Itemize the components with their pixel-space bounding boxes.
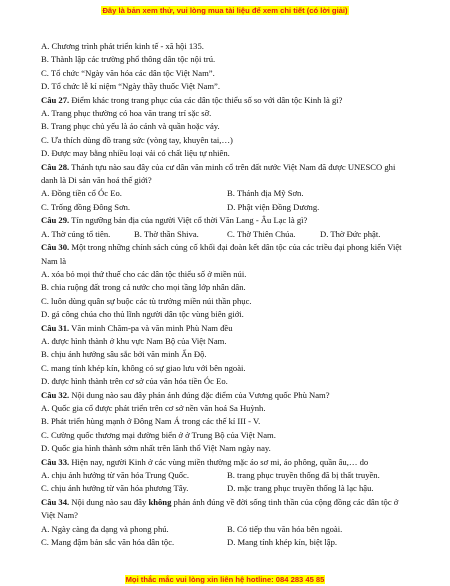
options-row xyxy=(41,523,413,536)
question-28 xyxy=(41,161,413,188)
options-row xyxy=(41,482,413,495)
options-row xyxy=(41,201,413,214)
option-d: D. được hình thành trên cơ sở của văn hóa tiền Óc Eo. xyxy=(41,376,228,387)
option-c: C. Ưa thích dùng đồ trang sức (vòng tay, khuyên tai,…) xyxy=(41,134,233,145)
options-row xyxy=(41,187,413,200)
option-d: D. Tổ chức lễ kỉ niệm “Ngày thầy thuốc Việt Nam”. xyxy=(41,81,220,92)
options-row xyxy=(41,469,413,482)
question-text: Văn minh Chăm-pa và văn minh Phù Nam đều xyxy=(69,322,233,333)
option-b: B. Có tiếp thu văn hóa bên ngoài. xyxy=(227,523,343,534)
option-d: D. Được may bằng nhiều loại vải có chất liệu tự nhiên. xyxy=(41,148,230,159)
question-list xyxy=(41,40,413,549)
question-label: Câu 28. xyxy=(41,161,70,172)
option-d: D. Phật viện Đồng Dương. xyxy=(227,201,320,212)
option-b: B. Trang phục chủ yếu là áo cánh và quần hoặc váy. xyxy=(41,121,220,132)
header-notice: Đây là bản xem thử, vui lòng mua tài liệu để xem chi tiết (có lời giải) xyxy=(102,6,348,15)
question-text: Tín ngưỡng bản địa của người Việt cổ thời Văn Lang - Âu Lạc là gì? xyxy=(69,215,308,226)
option-a: A. Trang phục thường có hoa văn trang trí sặc sỡ. xyxy=(41,108,212,119)
option-c: C. Trống đồng Đông Sơn. xyxy=(41,201,131,212)
question-label: Câu 34. xyxy=(41,496,70,507)
question-text: Một trong những chính sách củng cố khối đại đoàn kết dân tộc của các triều đại phong kiến Việt Nam là xyxy=(41,242,402,266)
question-label: Câu 30. xyxy=(41,242,70,253)
question-31 xyxy=(41,322,413,335)
question-32 xyxy=(41,389,413,402)
option-d: D. mặc trang phục truyền thống là lạc hậu. xyxy=(227,483,374,494)
option-a: A. Đồng tiền cổ Óc Eo. xyxy=(41,188,122,199)
question-label: Câu 33. xyxy=(41,456,70,467)
question-label: Câu 32. xyxy=(41,389,70,400)
option-c: C. Tổ chức “Ngày văn hóa các dân tộc Việt Nam”. xyxy=(41,67,215,78)
question-34 xyxy=(41,496,413,523)
options-row xyxy=(41,536,413,549)
question-text: phản ánh đúng về đời sống tinh thần của cộng đồng các dân tộc ở Việt Nam? xyxy=(41,496,399,521)
option-a: A. Ngày càng đa dạng và phong phú. xyxy=(41,523,169,534)
option-d: D. Quốc gia hình thành sớm nhất trên lãnh thổ Việt Nam ngày nay. xyxy=(41,443,271,454)
option-b: B. Phát triển hùng mạnh ở Đông Nam Á trong các thế kỉ III - V. xyxy=(41,416,261,427)
option-a: A. Quốc gia cổ được phát triển trên cơ sở nền văn hoá Sa Huỳnh. xyxy=(41,402,266,413)
option-d: D. Mang tính khép kín, biệt lập. xyxy=(227,537,338,548)
question-label: Câu 29. xyxy=(41,215,70,226)
option-b: B. Thờ thần Shiva. xyxy=(134,228,199,239)
question-text: Thánh tựu nào sau đây của cư dân văn minh cổ trên đất nước Việt Nam đã được UNESCO ghi danh là Di sản văn hoá thế giới? xyxy=(41,161,396,186)
option-b: B. chịu ảnh hưởng sâu sắc bởi văn minh Ấn Độ. xyxy=(41,349,207,360)
option-c: C. Thờ Thiên Chúa. xyxy=(227,228,296,239)
question-33 xyxy=(41,456,413,469)
question-label: Câu 31. xyxy=(41,322,70,333)
question-30 xyxy=(41,241,413,268)
option-a: A. Thờ cúng tổ tiên. xyxy=(41,228,111,239)
question-label: Câu 27. xyxy=(41,94,70,105)
option-a: A. xóa bỏ mọi thứ thuế cho các dân tộc thiểu số ở miền núi. xyxy=(41,268,247,279)
option-d: D. gả công chúa cho thủ lĩnh người dân tộc vùng biên giới. xyxy=(41,309,244,320)
option-c: C. luôn dùng quân sự buộc các tù trưởng miền núi thần phục. xyxy=(41,295,252,306)
option-b: B. trang phục truyền thống đã bị thất truyền. xyxy=(227,470,380,480)
footer-notice: Mọi thắc mắc vui lòng xin liên hệ hotline: 084 283 45 85 xyxy=(125,575,325,584)
option-c: C. Cường quốc thương mại đường biển ở ở Trung Bộ của Việt Nam. xyxy=(41,429,276,440)
question-text-emphasis: không xyxy=(148,496,172,507)
option-d: D. Thờ Đức phật. xyxy=(320,228,381,239)
question-text: Điểm khác trong trang phục của các dân tộc thiểu số so với dân tộc Kinh là gì? xyxy=(69,94,343,105)
option-c: C. mang tính khép kín, không có sự giao lưu với bên ngoài. xyxy=(41,362,246,373)
option-b: B. Thành lập các trường phổ thông dân tộc nội trú. xyxy=(41,54,216,65)
option-c: C. Mang đậm bản sắc văn hóa dân tộc. xyxy=(41,537,175,548)
options-row xyxy=(41,228,413,241)
question-29 xyxy=(41,214,413,227)
option-b: B. chia ruộng đất trong cả nước cho mọi tầng lớp nhân dân. xyxy=(41,282,246,293)
option-b: B. Thánh địa Mỹ Sơn. xyxy=(227,188,304,199)
option-a: A. Chương trình phát triển kinh tế - xã hội 135. xyxy=(41,41,204,51)
option-a: A. được hình thành ở khu vực Nam Bộ của Việt Nam. xyxy=(41,335,227,346)
question-text: Nội dung nào sau đây xyxy=(69,496,149,507)
option-a: A. chịu ảnh hưởng từ văn hóa Trung Quốc. xyxy=(41,470,190,480)
question-text: Hiện nay, người Kinh ở các vùng miền thường mặc áo sơ mi, áo phông, quần âu,… do xyxy=(69,456,369,467)
question-27 xyxy=(41,94,413,107)
question-text: Nội dung nào sau đây phản ánh đúng đặc điểm của Vương quốc Phù Nam? xyxy=(69,389,330,400)
option-c: C. chịu ảnh hưởng từ văn hóa phương Tây. xyxy=(41,483,189,494)
